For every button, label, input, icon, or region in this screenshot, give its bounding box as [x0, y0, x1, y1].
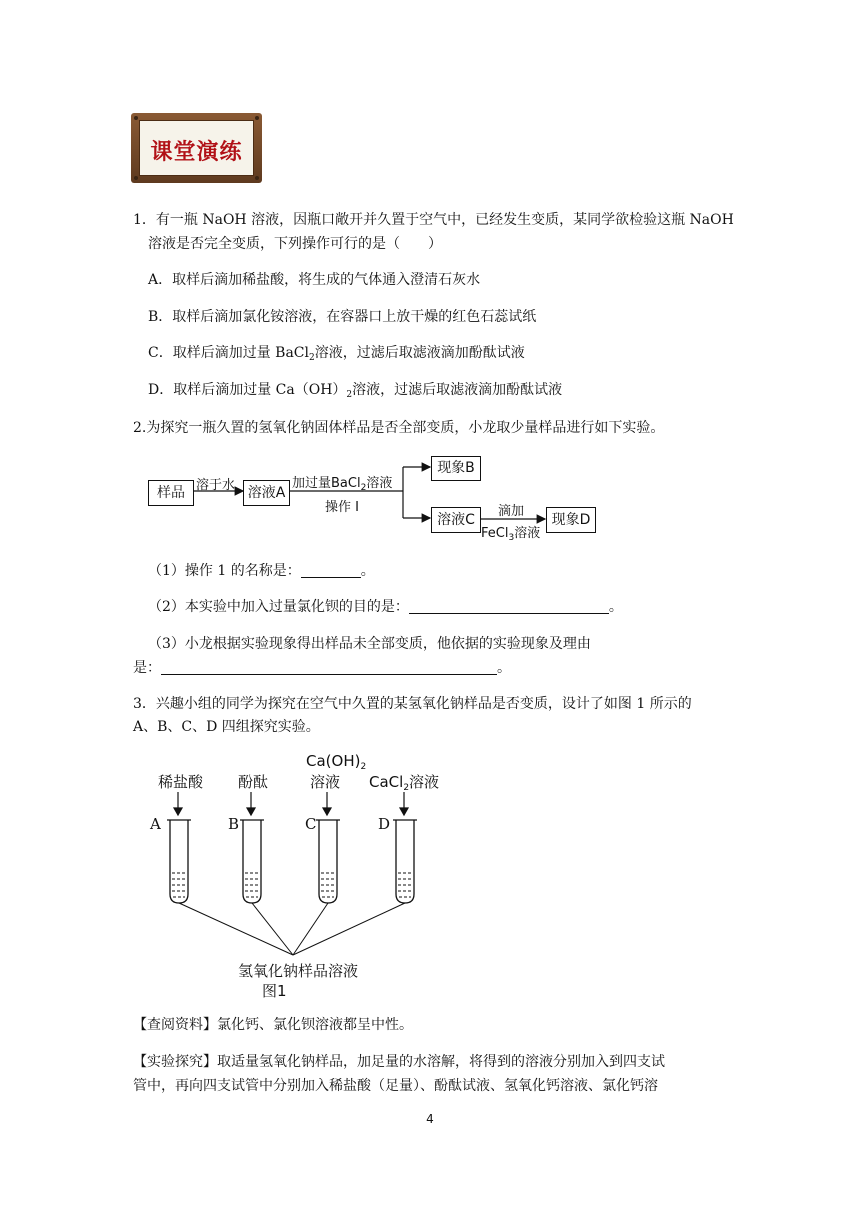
q2-sub2: [148, 597, 623, 617]
flow-label-dissolve: 溶于水: [196, 478, 236, 493]
flow-box-solution-a: 溶液A: [243, 480, 290, 506]
reagent-text: 溶液: [409, 773, 440, 791]
q1-option-c-text-2: 溶液，过滤后取滤液滴加酚酞试液: [314, 345, 525, 361]
q2-sub1-end: 。: [360, 563, 375, 579]
flow-box-solution-c: 溶液C: [431, 507, 481, 533]
tube-label-c: C: [305, 815, 317, 833]
nail-icon: [255, 116, 259, 120]
subscript: 2: [346, 390, 353, 400]
nail-icon: [134, 116, 138, 120]
answer-blank[interactable]: [301, 562, 361, 578]
subscript: 2: [403, 783, 410, 793]
flow-label-operation: 操作 I: [325, 500, 359, 515]
answer-blank[interactable]: [161, 659, 497, 675]
tube-label-a: A: [150, 815, 161, 833]
badge-title: 课堂演练: [150, 140, 243, 165]
q2-sub2-text: （2）本实验中加入过量氯化钡的目的是：: [148, 599, 409, 615]
q3-stem-line1: 3．兴趣小组的同学为探究在空气中久置的某氢氧化钠样品是否变质，设计了如图 1 所示的: [133, 696, 692, 712]
q3-stem-line2: A、B、C、D 四组探究实验。: [133, 719, 320, 735]
subscript: 2: [309, 353, 315, 363]
reagent-label-c-formula: [306, 752, 366, 772]
flow-label-drip: 滴加: [498, 504, 525, 519]
q2-sub3-line2: [133, 658, 511, 678]
flow-label-add-bacl2: [292, 472, 392, 493]
tube-label-d: D: [378, 815, 391, 833]
q1-option-c: [148, 343, 525, 368]
flow-label-fecl3: [481, 522, 540, 543]
flow-text: 加过量: [292, 476, 332, 491]
reagent-label-d: [369, 771, 439, 793]
tube-label-b: B: [228, 815, 240, 833]
badge-panel: [139, 120, 254, 176]
answer-blank[interactable]: [409, 598, 609, 614]
q1-option-c-text: C．取样后滴加过量 BaCl: [148, 345, 309, 361]
subscript: 3: [508, 533, 515, 543]
reagent-formula: CaCl: [369, 773, 404, 791]
q2-sub3-line1: （3）小龙根据实验现象得出样品未全部变质，他依据的实验现象及理由: [148, 636, 591, 652]
subscript: 2: [360, 762, 367, 772]
flow-box-phenomenon-d: 现象D: [546, 507, 596, 533]
q1-option-d-text: D．取样后滴加过量 Ca（OH）: [148, 382, 347, 398]
q2-sub1: [148, 561, 375, 581]
nail-icon: [134, 176, 138, 180]
q2-sub3-text: 是：: [133, 660, 161, 676]
page-number: 4: [426, 1112, 434, 1126]
q1-stem-line1: 1．有一瓶 NaOH 溶液，因瓶口敞开并久置于空气中，已经发生变质，某同学欲检验这瓶 NaOH: [133, 212, 734, 228]
figure-source-label: 氢氧化钠样品溶液: [238, 962, 359, 980]
figure-caption: 图1: [262, 982, 287, 1000]
q1-option-a: A．取样后滴加稀盐酸，将生成的气体通入澄清石灰水: [148, 272, 481, 288]
q1-option-b: B．取样后滴加氯化铵溶液，在容器口上放干燥的红色石蕊试纸: [148, 309, 537, 325]
subscript: 2: [360, 483, 367, 493]
reagent-label-a: 稀盐酸: [158, 773, 204, 791]
flow-reagent: FeCl: [481, 526, 509, 541]
flow-reagent: BaCl: [331, 476, 361, 491]
q3-explore-line2: 管中，再向四支试管中分别加入稀盐酸（足量）、酚酞试液、氢氧化钙溶液、氯化钙溶: [133, 1078, 658, 1094]
q1-option-d: [148, 380, 562, 405]
reagent-label-b: 酚酞: [238, 773, 269, 791]
q3-explore-line1: 【实验探究】取适量氢氧化钠样品，加足量的水溶解，将得到的溶液分别加入到四支试: [133, 1054, 665, 1070]
flow-box-phenomenon-b: 现象B: [431, 456, 481, 481]
section-badge: [131, 113, 262, 183]
q2-sub3-end: 。: [497, 660, 511, 676]
q3-info: 【查阅资料】氯化钙、氯化钡溶液都呈中性。: [133, 1017, 413, 1033]
q2-sub2-end: 。: [608, 599, 623, 615]
q1-option-d-text-2: 溶液，过滤后取滤液滴加酚酞试液: [352, 382, 563, 398]
q2-stem: 2.为探究一瓶久置的氢氧化钠固体样品是否全部变质，小龙取少量样品进行如下实验。: [133, 420, 665, 436]
reagent-label-c: 溶液: [310, 773, 341, 791]
q1-stem-line2: 溶液是否完全变质，下列操作可行的是（ ）: [148, 236, 442, 252]
nail-icon: [255, 176, 259, 180]
reagent-formula: Ca(OH): [306, 752, 361, 770]
flow-text-2: 溶液: [366, 476, 393, 491]
flow-text: 溶液: [514, 526, 541, 541]
q2-sub1-text: （1）操作 1 的名称是：: [148, 563, 301, 579]
flow-box-sample: 样品: [148, 480, 194, 506]
